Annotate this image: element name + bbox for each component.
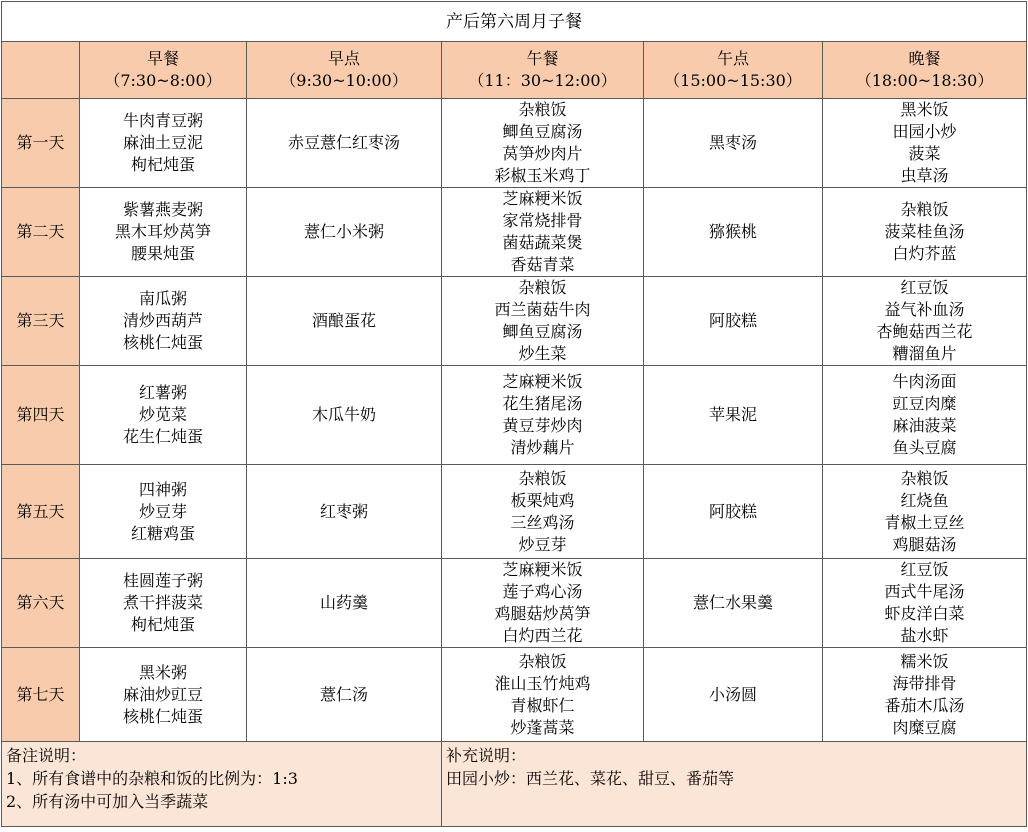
meal-plan-table bbox=[1, 1, 1027, 827]
dish-item: 薏仁水果羹 bbox=[692, 593, 773, 612]
dish-item: 黑米粥 bbox=[138, 662, 187, 682]
dish-item: 牛肉青豆粥 bbox=[122, 111, 203, 130]
dish-item: 鱼头豆腐 bbox=[892, 438, 957, 457]
dish-item: 炒豆芽 bbox=[138, 501, 187, 521]
dish-item: 虾皮洋白菜 bbox=[884, 604, 965, 623]
meal-cell-lunch bbox=[442, 366, 644, 465]
dish-item: 紫薯燕麦粥 bbox=[122, 200, 203, 219]
notes-right-line: 田园小炒：西兰花、菜花、甜豆、番茄等 bbox=[446, 769, 735, 788]
header-name: 早点 bbox=[327, 49, 360, 68]
dish-item: 虫草汤 bbox=[900, 166, 949, 185]
header-morning-snack bbox=[247, 42, 442, 99]
notes-left bbox=[2, 742, 442, 827]
meal-cell-afternoon-snack bbox=[644, 188, 823, 277]
dish-item: 腰果炖蛋 bbox=[130, 244, 195, 263]
day-label: 第二天 bbox=[2, 188, 80, 277]
dish-item: 南瓜粥 bbox=[138, 289, 187, 308]
meal-cell-dinner bbox=[823, 277, 1027, 366]
dish-item: 青椒虾仁 bbox=[510, 695, 575, 715]
notes-left-line: 1、所有食谱中的杂粮和饭的比例为：1:3 bbox=[6, 769, 298, 788]
day-row bbox=[2, 559, 1027, 648]
dish-item: 香菇青菜 bbox=[510, 255, 575, 274]
dish-item: 芝麻粳米饭 bbox=[502, 560, 583, 579]
meal-cell-lunch bbox=[442, 277, 644, 366]
day-row bbox=[2, 366, 1027, 465]
meal-cell-afternoon-snack bbox=[644, 277, 823, 366]
dish-item: 家常烧排骨 bbox=[502, 211, 583, 230]
dish-item: 鸡腿菇汤 bbox=[892, 534, 957, 554]
dish-item: 黑米饭 bbox=[900, 100, 949, 119]
dish-item: 三丝鸡汤 bbox=[510, 512, 575, 532]
dish-item: 芝麻粳米饭 bbox=[502, 189, 583, 208]
dish-item: 红豆饭 bbox=[900, 560, 949, 579]
notes-row bbox=[2, 742, 1027, 827]
dish-item: 猕猴桃 bbox=[708, 222, 757, 241]
dish-item: 薏仁小米粥 bbox=[303, 222, 384, 241]
meal-cell-breakfast bbox=[80, 648, 247, 742]
meal-cell-morning-snack bbox=[247, 188, 442, 277]
dish-item: 肉糜豆腐 bbox=[892, 717, 957, 737]
dish-item: 番茄木瓜汤 bbox=[884, 695, 965, 715]
notes-left-line: 2、所有汤中可加入当季蔬菜 bbox=[6, 792, 209, 811]
dish-item: 杂粮饭 bbox=[518, 100, 567, 119]
dish-item: 西式牛尾汤 bbox=[884, 582, 965, 601]
meal-cell-afternoon-snack bbox=[644, 559, 823, 648]
meal-cell-lunch bbox=[442, 465, 644, 559]
day-label: 第三天 bbox=[2, 277, 80, 366]
dish-item: 炒苋菜 bbox=[138, 405, 187, 424]
header-time: （9:30~10:00） bbox=[280, 71, 408, 90]
meal-cell-morning-snack bbox=[247, 465, 442, 559]
dish-item: 杂粮饭 bbox=[518, 278, 567, 297]
dish-item: 阿胶糕 bbox=[708, 501, 757, 521]
dish-item: 益气补血汤 bbox=[884, 300, 965, 319]
header-afternoon-snack bbox=[644, 42, 823, 99]
dish-item: 炒蓬蒿菜 bbox=[510, 717, 575, 737]
header-time: （18:00~18:30） bbox=[855, 71, 994, 90]
meal-cell-morning-snack bbox=[247, 99, 442, 188]
dish-item: 桂圆莲子粥 bbox=[122, 571, 203, 590]
header-dinner bbox=[823, 42, 1027, 99]
dish-item: 杂粮饭 bbox=[900, 200, 949, 219]
meal-cell-lunch bbox=[442, 99, 644, 188]
header-name: 午餐 bbox=[526, 49, 559, 68]
meal-cell-dinner bbox=[823, 99, 1027, 188]
meal-cell-lunch bbox=[442, 559, 644, 648]
meal-cell-breakfast bbox=[80, 465, 247, 559]
header-name: 晚餐 bbox=[908, 49, 941, 68]
notes-left-title: 备注说明： bbox=[6, 746, 87, 765]
day-row bbox=[2, 648, 1027, 742]
meal-cell-morning-snack bbox=[247, 277, 442, 366]
meal-cell-lunch bbox=[442, 648, 644, 742]
dish-item: 菠菜 bbox=[908, 144, 941, 163]
day-label: 第四天 bbox=[2, 366, 80, 465]
dish-item: 牛肉汤面 bbox=[892, 372, 957, 391]
dish-item: 红枣粥 bbox=[319, 501, 368, 521]
meal-cell-dinner bbox=[823, 648, 1027, 742]
dish-item: 红薯粥 bbox=[138, 383, 187, 402]
day-row bbox=[2, 277, 1027, 366]
dish-item: 薏仁汤 bbox=[319, 684, 368, 704]
dish-item: 芝麻粳米饭 bbox=[502, 372, 583, 391]
dish-item: 海带排骨 bbox=[892, 673, 957, 693]
header-time: （11：30~12:00） bbox=[468, 71, 617, 90]
meal-cell-breakfast bbox=[80, 559, 247, 648]
dish-item: 黑枣汤 bbox=[708, 133, 757, 152]
dish-item: 清炒西葫芦 bbox=[122, 311, 203, 330]
meal-cell-breakfast bbox=[80, 99, 247, 188]
day-row bbox=[2, 188, 1027, 277]
dish-item: 木瓜牛奶 bbox=[311, 405, 376, 424]
header-row bbox=[2, 42, 1027, 99]
dish-item: 杂粮饭 bbox=[900, 468, 949, 488]
header-lunch bbox=[442, 42, 644, 99]
header-name: 午点 bbox=[716, 49, 749, 68]
day-row bbox=[2, 99, 1027, 188]
meal-cell-morning-snack bbox=[247, 648, 442, 742]
dish-item: 花生仁炖蛋 bbox=[122, 427, 203, 446]
dish-item: 鲫鱼豆腐汤 bbox=[502, 322, 583, 341]
meal-cell-breakfast bbox=[80, 366, 247, 465]
dish-item: 炒生菜 bbox=[518, 344, 567, 363]
dish-item: 鸡腿菇炒莴笋 bbox=[494, 604, 591, 623]
dish-item: 清炒藕片 bbox=[510, 438, 575, 457]
dish-item: 莲子鸡心汤 bbox=[502, 582, 583, 601]
dish-item: 赤豆薏仁红枣汤 bbox=[287, 133, 400, 152]
meal-cell-morning-snack bbox=[247, 559, 442, 648]
dish-item: 糯米饭 bbox=[900, 651, 949, 671]
dish-item: 小汤圆 bbox=[708, 684, 757, 704]
header-name: 早餐 bbox=[146, 49, 179, 68]
dish-item: 白灼芥蓝 bbox=[892, 244, 957, 263]
dish-item: 红豆饭 bbox=[900, 278, 949, 297]
day-label: 第一天 bbox=[2, 99, 80, 188]
dish-item: 枸杞炖蛋 bbox=[130, 615, 195, 634]
dish-item: 杏鲍菇西兰花 bbox=[876, 322, 973, 341]
day-label: 第七天 bbox=[2, 648, 80, 742]
dish-item: 苹果泥 bbox=[708, 405, 757, 424]
dish-item: 麻油土豆泥 bbox=[122, 133, 203, 152]
corner-cell bbox=[2, 42, 80, 99]
dish-item: 黑木耳炒莴笋 bbox=[114, 222, 211, 241]
meal-cell-afternoon-snack bbox=[644, 99, 823, 188]
dish-item: 田园小炒 bbox=[892, 122, 957, 141]
meal-cell-afternoon-snack bbox=[644, 648, 823, 742]
meal-cell-dinner bbox=[823, 188, 1027, 277]
header-time: （7:30~8:00） bbox=[104, 71, 222, 90]
dish-item: 淮山玉竹炖鸡 bbox=[494, 673, 591, 693]
dish-item: 西兰菌菇牛肉 bbox=[494, 300, 591, 319]
dish-item: 红烧鱼 bbox=[900, 490, 949, 510]
day-label: 第六天 bbox=[2, 559, 80, 648]
header-time: （15:00~15:30） bbox=[664, 71, 802, 90]
dish-item: 阿胶糕 bbox=[708, 311, 757, 330]
page-title: 产后第六周月子餐 bbox=[2, 2, 1027, 42]
dish-item: 枸杞炖蛋 bbox=[130, 155, 195, 174]
day-row bbox=[2, 465, 1027, 559]
notes-right-title: 补充说明： bbox=[446, 746, 527, 765]
meal-cell-lunch bbox=[442, 188, 644, 277]
dish-item: 鲫鱼豆腐汤 bbox=[502, 122, 583, 141]
dish-item: 杂粮饭 bbox=[518, 468, 567, 488]
dish-item: 四神粥 bbox=[138, 479, 187, 499]
dish-item: 煮干拌菠菜 bbox=[122, 593, 203, 612]
dish-item: 杂粮饭 bbox=[518, 651, 567, 671]
dish-item: 白灼西兰花 bbox=[502, 626, 583, 645]
header-breakfast bbox=[80, 42, 247, 99]
dish-item: 板栗炖鸡 bbox=[510, 490, 575, 510]
meal-cell-dinner bbox=[823, 559, 1027, 648]
dish-item: 麻油炒豇豆 bbox=[122, 684, 203, 704]
dish-item: 麻油菠菜 bbox=[892, 416, 957, 435]
notes-right bbox=[442, 742, 1027, 827]
dish-item: 青椒土豆丝 bbox=[884, 512, 965, 532]
day-label: 第五天 bbox=[2, 465, 80, 559]
meal-cell-afternoon-snack bbox=[644, 366, 823, 465]
dish-item: 菠菜桂鱼汤 bbox=[884, 222, 965, 241]
dish-item: 菌菇蔬菜煲 bbox=[502, 233, 583, 252]
dish-item: 豇豆肉糜 bbox=[892, 394, 957, 413]
dish-item: 盐水虾 bbox=[900, 626, 949, 645]
meal-cell-afternoon-snack bbox=[644, 465, 823, 559]
dish-item: 彩椒玉米鸡丁 bbox=[494, 166, 591, 185]
dish-item: 花生猪尾汤 bbox=[502, 394, 583, 413]
dish-item: 糟溜鱼片 bbox=[892, 344, 957, 363]
dish-item: 核桃仁炖蛋 bbox=[122, 706, 203, 726]
meal-cell-dinner bbox=[823, 465, 1027, 559]
meal-cell-dinner bbox=[823, 366, 1027, 465]
dish-item: 炒豆芽 bbox=[518, 534, 567, 554]
dish-item: 核桃仁炖蛋 bbox=[122, 333, 203, 352]
dish-item: 红糖鸡蛋 bbox=[130, 523, 195, 543]
meal-cell-breakfast bbox=[80, 188, 247, 277]
meal-cell-breakfast bbox=[80, 277, 247, 366]
dish-item: 酒酿蛋花 bbox=[311, 311, 376, 330]
meal-cell-morning-snack bbox=[247, 366, 442, 465]
dish-item: 山药羹 bbox=[319, 593, 368, 612]
dish-item: 莴笋炒肉片 bbox=[502, 144, 583, 163]
dish-item: 黄豆芽炒肉 bbox=[502, 416, 583, 435]
